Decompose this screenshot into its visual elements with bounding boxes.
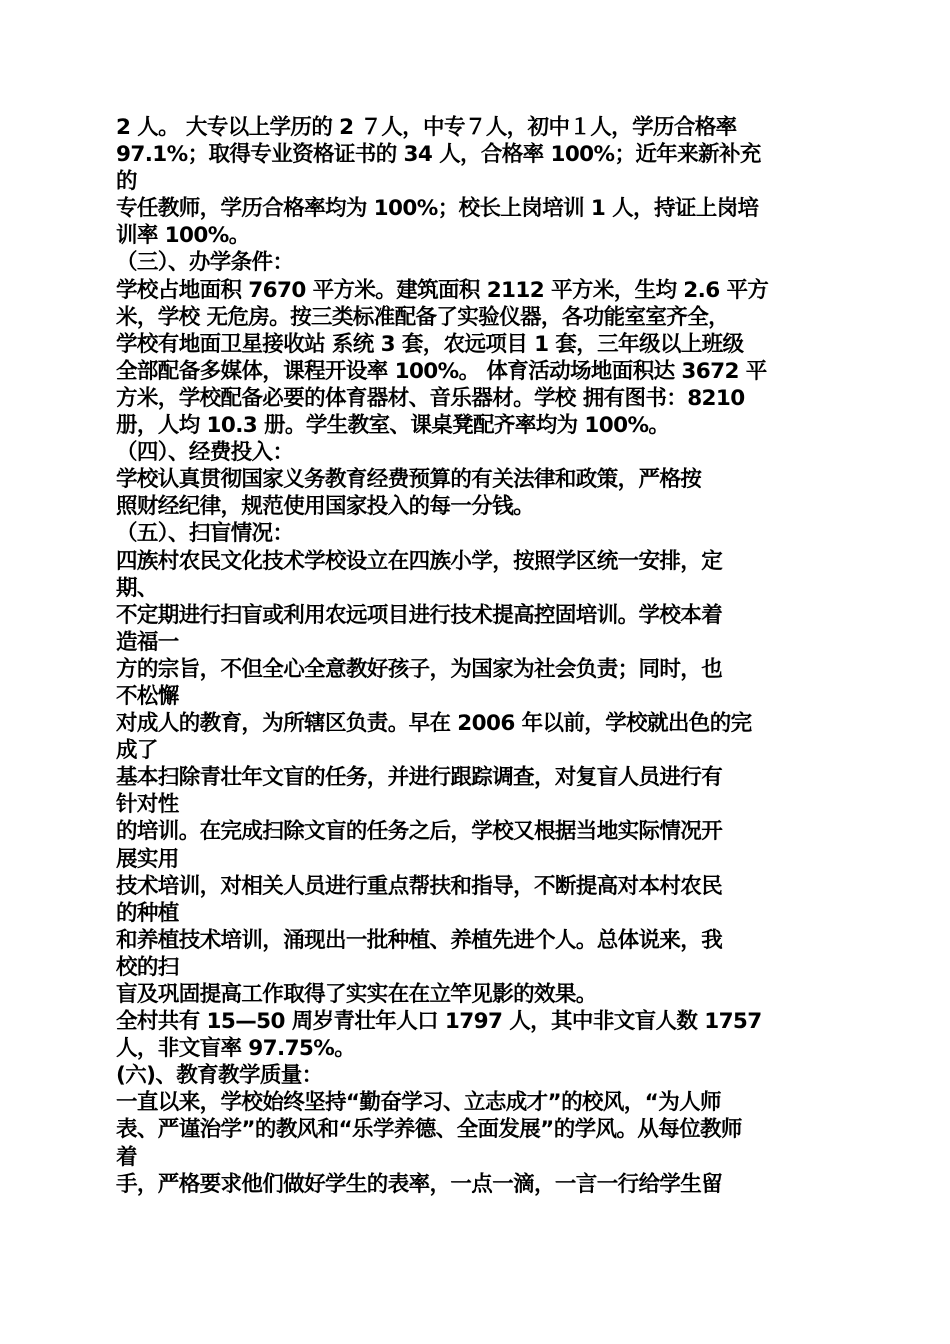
- section-heading: （四）、经费投入：: [116, 440, 294, 466]
- text-line: 造福一: [116, 629, 179, 655]
- text-line: 学校占地面积 7670 平方米。建筑面积 2112 平方米，生均 2.6 平方: [116, 277, 769, 303]
- text-line: 成了: [116, 738, 158, 764]
- text-line: 校的扫: [116, 954, 179, 980]
- text-line: 技术培训，对相关人员进行重点帮扶和指导，不断提高对本村农民: [116, 873, 723, 899]
- text-line: 97.1%；取得专业资格证书的 34 人，合格率 100%；近年来新补充: [116, 142, 761, 168]
- text-line: 着: [116, 1144, 137, 1170]
- text-line: 不松懈: [116, 683, 179, 709]
- text-line: 四族村农民文化技术学校设立在四族小学，按照学区统一安排，定: [116, 548, 723, 574]
- text-line: 和养植技术培训，涌现出一批种植、养植先进个人。总体说来，我: [116, 927, 723, 953]
- text-line: 对成人的教育，为所辖区负责。早在 2006 年以前，学校就出色的完: [116, 711, 752, 737]
- text-line: 全部配备多媒体，课程开设率 100%。 体育活动场地面积达 3672 平: [116, 358, 767, 384]
- text-line: 训率 100%。: [116, 223, 250, 249]
- text-line: 不定期进行扫盲或利用农远项目进行技术提高控固培训。学校本着: [116, 602, 723, 628]
- section-heading: （五）、扫盲情况：: [116, 521, 294, 547]
- section-heading: (六)、教育教学质量：: [116, 1063, 323, 1089]
- text-line: 学校认真贯彻国家义务教育经费预算的有关法律和政策，严格按: [116, 467, 702, 493]
- text-line: 的种植: [116, 900, 179, 926]
- text-line: 专任教师，学历合格率均为 100%；校长上岗培训 1 人，持证上岗培: [116, 196, 759, 222]
- text-line: 针对性: [116, 792, 179, 818]
- text-line: 的: [116, 169, 137, 195]
- document-body: [116, 114, 846, 1198]
- text-line: 方的宗旨，不但全心全意教好孩子，为国家为社会负责；同时，也: [116, 656, 723, 682]
- text-line: 一直以来，学校始终坚持“勤奋学习、立志成才”的校风，“为人师: [116, 1090, 721, 1116]
- text-line: 方米，学校配备必要的体育器材、音乐器材。学校 拥有图书：8210: [116, 385, 745, 411]
- text-line: 盲及巩固提高工作取得了实实在在立竿见影的效果。: [116, 982, 597, 1007]
- text-line: 人，非文盲率 97.75%。: [116, 1036, 356, 1062]
- text-line: 2 人。 大专以上学历的 2 ７人，中专７人，初中１人，学历合格率: [116, 115, 737, 140]
- text-line: 册，人均 10.3 册。学生教室、课桌凳配齐率均为 100%。: [116, 413, 670, 439]
- text-line: 展实用: [116, 846, 179, 872]
- text-line: 期、: [116, 575, 158, 601]
- text-line: 全村共有 15—50 周岁青壮年人口 1797 人，其中非文盲人数 1757: [116, 1009, 762, 1035]
- text-line: 基本扫除青壮年文盲的任务，并进行跟踪调查，对复盲人员进行有: [116, 765, 723, 791]
- section-heading: （三）、办学条件：: [116, 250, 294, 276]
- text-line: 的培训。在完成扫除文盲的任务之后，学校又根据当地实际情况开: [116, 819, 723, 845]
- text-line: 学校有地面卫星接收站 系统 3 套，农远项目 1 套，三年级以上班级: [116, 331, 744, 357]
- text-line: 米，学校 无危房。按三类标准配备了实验仪器，各功能室室齐全，: [116, 304, 729, 330]
- text-line: 手，严格要求他们做好学生的表率，一点一滴，一言一行给学生留: [116, 1171, 723, 1197]
- text-line: 照财经纪律，规范使用国家投入的每一分钱。: [116, 494, 535, 520]
- text-line: 表、严谨治学”的教风和“乐学养德、全面发展”的学风。从每位教师: [116, 1117, 742, 1143]
